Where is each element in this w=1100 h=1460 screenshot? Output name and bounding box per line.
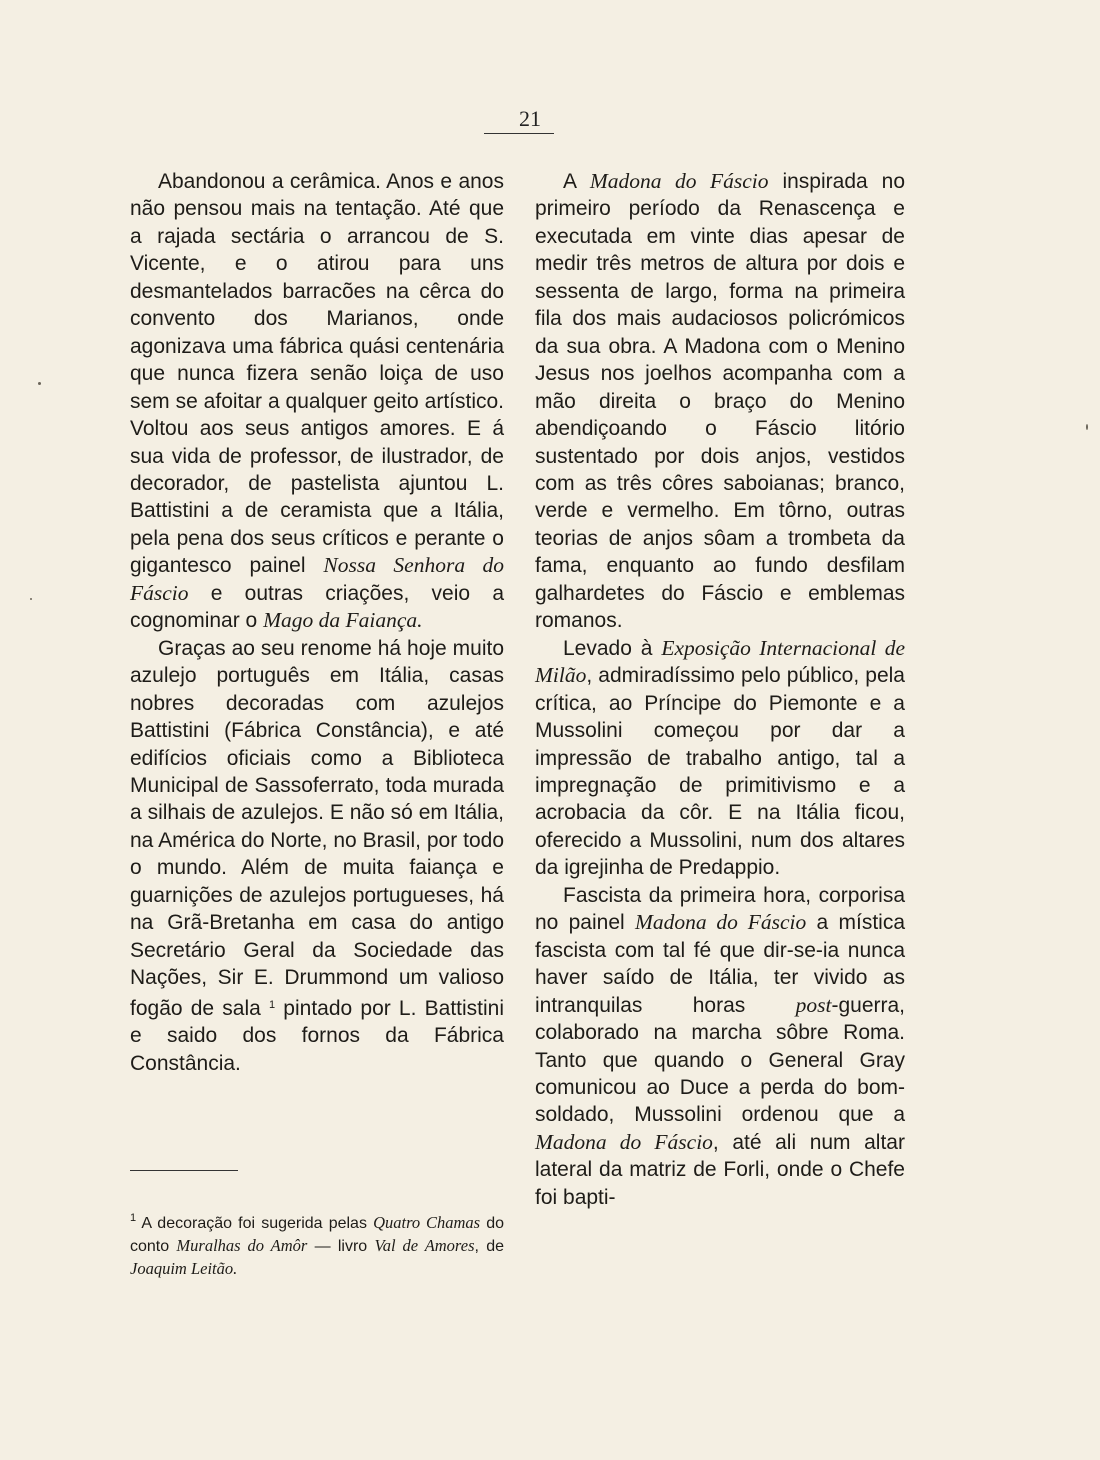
text-run: -guerra, colaborado na marcha sôbre Roma. Tanto que quando o General Gray comunicou ao Duce a perda do bom-soldado, Mussolini ordenou que a [535,993,905,1127]
text-run: Abandonou a cerâmica. Anos e anos não pensou mais na tentação. Até que a rajada sectária o arrancou de S. Vicente, e o atirou para uns desmantelados barracões na cêrca do convento dos Marianos, onde agonizava uma fábrica quási centenária que nunca fizera senão loiça de uso sem se afoitar a qualquer geito artístico. Voltou aos seus antigos amores. E á sua vida de professor, de ilustrador, de decorador, de pastelista ajuntou L. Battistini a de ceramista que a Itália, pela pena dos seus críticos e perante o gigantesco painel [130,170,504,578]
italic-text-run: Exposição Internacional de Milão [535,635,906,688]
text-run: A [563,170,590,193]
italic-text-run: Nossa Senhora do Fáscio [130,553,504,605]
text-run: , até ali num altar lateral da matriz de Forli, onde o Chefe foi bapti- [535,1130,905,1209]
paragraph [130,168,504,635]
paper-speck [1086,424,1088,430]
paragraph [535,635,905,882]
italic-text-run: Muralhas do Amôr [176,1236,308,1255]
italic-text-run: Mago da Faiança. [263,608,423,633]
footnote-marker: 1 [130,1212,137,1224]
paragraph [535,882,905,1211]
text-run: e outras criações, veio a cognominar o [130,581,504,633]
text-run: Levado à [563,636,662,660]
paragraph [535,168,905,635]
text-run: A decoração foi sugerida pelas [136,1215,374,1232]
text-run: pintado por L. Battistini e saido dos fornos da Fábrica Constância. [130,996,505,1075]
text-run: a mística fascista com tal fé que dir-se-ia nunca haver saído de Itália, ter vivido as intranquilas horas [535,911,905,1017]
right-column [535,168,905,1211]
footnote-rule [130,1170,238,1171]
text-run: Fascista da primeira hora, corporisa no painel [535,883,905,935]
text-run: do conto [130,1215,504,1255]
italic-text-run: Madona do Fáscio [535,1129,713,1154]
page-number-rule [484,133,554,134]
italic-text-run: Joaquim Leitão. [130,1259,238,1278]
paper-speck [30,598,32,600]
text-run: , de [474,1238,505,1255]
text-run: — livro [307,1238,375,1255]
text-run: , admiradíssimo pelo público, pela crítica, ao Príncipe do Piemonte e a Mussolini começou por dar a impressão de trabalho antigo, tal a impregnação de primitivismo e a acrobacia da côr. E na Itália ficou, oferecido a Mussolini, num dos altares da igrejinha de Predappio. [535,664,905,880]
italic-text-run: post [795,992,832,1017]
text-run: Graças ao seu renome há hoje muito azulejo português em Itália, casas nobres decoradas com azulejos Battistini (Fábrica Constância), e até edifícios oficiais como a Biblioteca Municipal de Sassoferrato, toda murada a silhais de azulejos. E não só em Itália, na América do Norte, no Brasil, por todo o mundo. Além de muita faiança e guarnições de azulejos portugueses, há na Grã-Bretanha em casa do antigo Secretário Geral da Sociedade das Nações, Sir E. Drummond um valioso fogão de sala [130,636,504,1020]
paper-speck [38,382,41,385]
paragraph [130,635,504,1077]
left-column [130,168,504,1077]
text-run: inspirada no primeiro período da Renascença e executada em vinte dias apesar de medir três metros de altura por dois e sessenta de largo, forma na primeira fila dos mais audaciosos policrómicos da sua obra. A Madona com o Menino Jesus nos joelhos acompanha com a mão direita o braço do Menino abendiçoando o Fáscio litório sustentado por dois anjos, vestidos com as três côres saboianas; branco, verde e vermelho. Em tôrno, outras teorias de anjos sôam a trombeta da fama, enquanto ao fundo desfilam galhardetes do Fáscio e emblemas romanos. [535,170,905,633]
page-number: 21 [519,106,541,131]
italic-text-run: Val de Amores [374,1236,475,1255]
footnote-marker: 1 [269,998,276,1011]
footnote [130,1207,504,1281]
italic-text-run: Quatro Chamas [373,1213,481,1232]
italic-text-run: Madona do Fáscio [589,169,769,193]
italic-text-run: Madona do Fáscio [634,910,807,935]
